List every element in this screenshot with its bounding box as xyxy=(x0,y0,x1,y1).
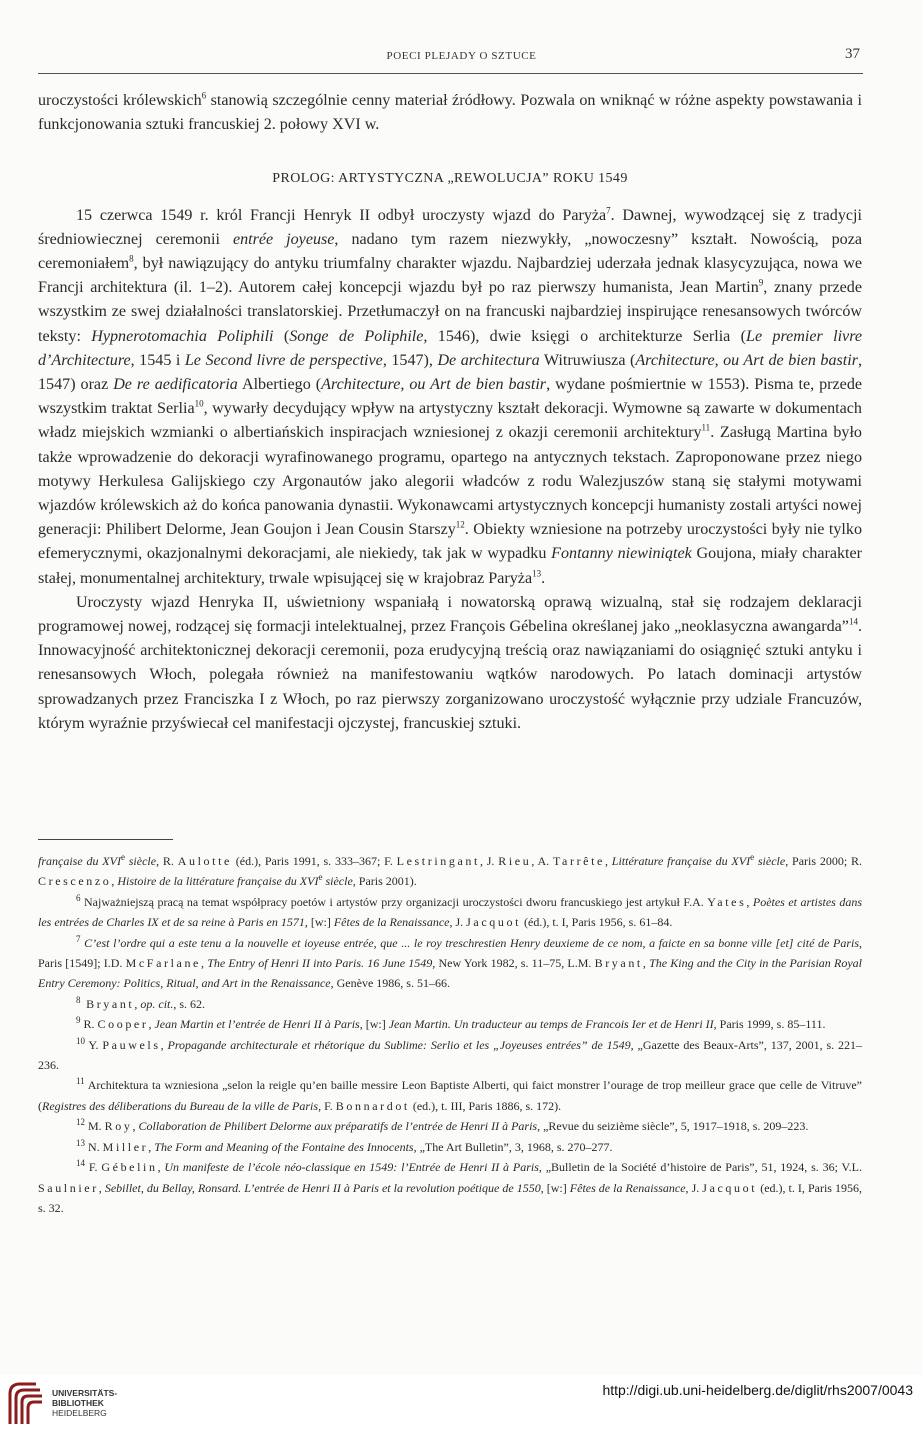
italic-title: Le Second livre de perspective xyxy=(184,351,383,369)
text: , xyxy=(604,854,612,868)
italic-title: Jean Martin et l’entrée de Henri II à Paris xyxy=(154,1017,360,1032)
italic-title: siècle xyxy=(322,874,353,889)
text: , wywarły decydujący wpływ na artystyczny kształt dekoracji. Wymowne są zawarte w dokumentach władz miejskich wzmianki o albertiańskich inspiracjach wzniesionej z okazji ceremonii architektury xyxy=(38,400,862,442)
text: (ed.), t. I, Paris 1956, s. 32. xyxy=(38,1180,863,1215)
author-name: Gébelin xyxy=(101,1160,158,1175)
italic-title: Hypnerotomachia Poliphili xyxy=(91,327,274,345)
author-name: Lestringant xyxy=(396,854,480,868)
footnote-ref: 14 xyxy=(848,616,858,627)
italic-title: Poètes et artistes dans les entrées de Charles IX et de sa reine à Paris en 1571 xyxy=(38,894,863,930)
paragraph-1 xyxy=(38,204,862,591)
author-name: Miller xyxy=(102,1139,149,1154)
footnote-ref: 12 xyxy=(455,519,465,530)
text: . Obiekty wzniesione na potrzeby uroczystości były nie tylko efemerycznymi, okazjonalnymi dekoracjami, ale niekiedy, tak jak w wypadku xyxy=(38,521,862,563)
text: Architektura ta wzniesiona „selon la reigle qu’en baille messire Leon Baptiste Alberti, qui faict monstrer l’ourage de trop meilleur grace que celle de Vitruve” ( xyxy=(38,1078,862,1113)
author-name: McFarlane xyxy=(125,956,201,971)
text: Albertiego ( xyxy=(237,376,322,394)
footnote-number: 11 xyxy=(76,1076,85,1087)
footnote-ref: 10 xyxy=(194,398,204,409)
italic-title: C’est l’ordre qui a este tenu a la nouvelle et ioyeuse entrée, que ... le roy treschrestien Henry deuxieme de ce nom, a faicte en sa bonne ville [et] cité de Paris xyxy=(80,935,859,950)
text: , New York 1982, s. 11–75, L.M. xyxy=(432,956,595,971)
text: 1546), dwie księgi o architekturze Serlia ( xyxy=(427,327,746,345)
italic-title: Le premier livre d’Architecture xyxy=(38,327,863,369)
footnote-number: 13 xyxy=(76,1137,85,1148)
source-url-link[interactable]: http://digi.ub.uni-heidelberg.de/diglit/rhs2007/0043 xyxy=(602,1382,913,1398)
text: F. xyxy=(85,1160,102,1175)
text: , xyxy=(148,1139,155,1154)
text: , Paris 1999, s. 85–111. xyxy=(713,1017,826,1032)
italic-title: Histoire de la littérature française du XVI xyxy=(117,874,319,889)
text: , xyxy=(134,996,141,1011)
italic-title: Architecture, ou Art de bien bastir xyxy=(635,351,858,369)
author-name: Roy xyxy=(104,1119,133,1134)
italic-title: siècle xyxy=(124,854,157,868)
footnote-continuation xyxy=(38,851,862,892)
text: , [w:] xyxy=(304,915,334,930)
text: , 1545 i xyxy=(130,351,185,369)
text: , F. xyxy=(318,1098,336,1113)
text: , Paris 2000; R. xyxy=(785,854,862,868)
text: , J. xyxy=(685,1180,703,1195)
footnote-number: 14 xyxy=(76,1158,85,1169)
italic-title: française du XVI xyxy=(38,854,121,868)
author-name: Cooper xyxy=(97,1017,149,1032)
text: , xyxy=(157,1160,165,1175)
italic-title: Registres des déliberations du Bureau de la ville de Paris xyxy=(42,1098,319,1113)
superscript: e xyxy=(318,872,323,883)
italic-title: Collaboration de Philibert Delorme aux préparatifs de l’entrée de Henri II à Paris xyxy=(138,1119,538,1134)
italic-title: op. cit. xyxy=(140,996,174,1011)
text: , nadano tym razem niezwykły, „nowoczesny” kształt. Nowością, poza ceremoniałem xyxy=(38,230,862,273)
text: , [w:] xyxy=(359,1017,389,1032)
italic-title: Sebillet, du Bellay, Ronsard. L’entrée de Henri II à Paris et la revolution poétique de 1550 xyxy=(104,1180,541,1195)
text: , wydane pośmiertnie w 1553). Pisma te, przede wszystkim traktat Serlia xyxy=(38,376,863,418)
italic-title: The Form and Meaning of the Fontaine des Innocents xyxy=(154,1139,414,1154)
author-name: Jacquot xyxy=(702,1180,758,1195)
section-heading: PROLOG: ARTYSTYCZNA „REWOLUCJA” ROKU 1549 xyxy=(272,171,628,187)
author-name: Aulotte xyxy=(177,854,232,868)
footnote-ref: 6 xyxy=(201,90,207,101)
library-name-line: BIBLIOTHEK xyxy=(52,1398,104,1408)
library-name-line: HEIDELBERG xyxy=(52,1408,107,1418)
footnote-ref: 8 xyxy=(129,253,134,264)
text: . Innowacyjność architektonicznej dekoracji ceremonii, poza erudycyjną treścią oraz nawiązaniami do osiągnięć sztuki antyku i renesansowych Włoch, polegała również na manifestowaniu wątków narodowych. Po latach dominacji artystów sprowadzanych przez Franciszka I z Włoch, po raz pierwszy zorganizowano uroczystość wyłącznie przy udziale Francuzów, którym wyraźnie przyświecał cel manifestacji ojczystej, francuskiej sztuki. xyxy=(38,618,862,732)
text: , xyxy=(746,894,753,909)
footnote-8 xyxy=(38,994,862,1014)
text: Y. xyxy=(85,1037,103,1052)
author-name: Bryant xyxy=(80,996,135,1011)
author-name: Yates xyxy=(707,894,747,909)
text: , xyxy=(160,1037,168,1052)
italic-title: Propagande architecturale et rhétorique du Sublime: Serlio et les „Joyeuses entrées” de 1549, xyxy=(167,1037,634,1052)
text: , 1547) oraz xyxy=(38,351,862,394)
italic-title: Fêtes de la Renaissance xyxy=(569,1180,686,1195)
text: „Gazette des Beaux-Arts”, 137, 2001, s. 221–236. xyxy=(38,1037,862,1073)
running-head: POECI PLEJADY O SZTUCE xyxy=(386,50,537,62)
main-text xyxy=(38,89,862,736)
footnote-ref: 7 xyxy=(606,205,611,216)
footnotes-rule xyxy=(38,839,173,840)
text: Goujona, miały charakter stałej, monumentalnej architektury, trwale wpisującej się w krajobraz Paryża xyxy=(38,545,862,587)
text: , xyxy=(642,956,650,971)
footnote-10 xyxy=(38,1035,862,1076)
text: (ed.), t. III, Paris 1886, s. 172). xyxy=(409,1098,562,1113)
footnotes xyxy=(38,851,862,1218)
text: ( xyxy=(273,327,290,345)
italic-title: The Entry of Henri II into Paris. 16 June 1549 xyxy=(207,956,433,971)
italic-title: Architecture, ou Art de bien bastir xyxy=(321,376,547,394)
paragraph-2 xyxy=(38,591,862,736)
text: , xyxy=(148,1017,155,1032)
text: 15 czerwca 1549 r. król Francji Henryk II odbył uroczysty wjazd do Paryża xyxy=(76,206,607,224)
text: M. xyxy=(85,1119,105,1134)
footnote-12 xyxy=(38,1116,862,1136)
library-name xyxy=(52,1388,117,1418)
library-name-line: UNIVERSITÄTS- xyxy=(52,1388,118,1398)
text: , xyxy=(200,956,208,971)
text: . Zasługą Martina było także wprowadzenie do dekoracji wyrafinowanego programu, opartego na antycznych tekstach. Zaproponowane przez niego motywy Herkulesa Galijskiego czy Argonautów jako alegorii władców z rodu Walezjuszów staną się stałymi motywami wjazdów królewskich aż do końca panowania dynastii. Wykonawcami artystycznych koncepcji humanisty zostali artyści nowej generacji: Philibert Delorme, Jean Goujon i Jean Cousin Starszy xyxy=(38,424,862,539)
italic-title: Jean Martin. Un traducteur au temps de Francois Ier et de Henri II xyxy=(388,1017,714,1032)
footnote-ref: 11 xyxy=(701,423,711,434)
text: , Genève 1986, s. 51–66. xyxy=(330,976,450,991)
text: , xyxy=(98,1180,105,1195)
text: (éd.), t. I, Paris 1956, s. 61–84. xyxy=(521,915,673,930)
text: Witruwiusza ( xyxy=(539,351,636,369)
text: . Dawnej, wywodzącej się z tradycji średniowiecznej ceremonii xyxy=(38,206,862,248)
author-name: Tarrête xyxy=(552,854,605,868)
text: stanowią szczególnie cenny materiał źródłowy. Pozwala on wniknąć w różne aspekty powstawania i funkcjonowania sztuki francuskiej 2. połowy XVI w. xyxy=(38,92,862,134)
footnote-14 xyxy=(38,1157,862,1218)
text: , J. xyxy=(449,915,467,930)
text: R. xyxy=(80,1017,98,1032)
text: , R. xyxy=(156,854,178,868)
text: , xyxy=(132,1119,139,1134)
author-name: Bonnardot xyxy=(335,1098,410,1113)
text: , znany przede wszystkim ze swej działalności translatorskiej. Przetłumaczył on na francuski najbardziej inspirujące renesansowych twórców teksty: xyxy=(38,279,862,345)
footnote-7 xyxy=(38,933,862,994)
author-name: Pauwels xyxy=(102,1037,161,1052)
text: , był nawiązujący do antyku triumfalny charakter wjazdu. Najbardziej uderzała jednak klasycyzująca, nowa we Francji architektura (il. 1–2). Autorem całej koncepcji wjazdu był po raz pierwszy humanista, Jean Martin xyxy=(38,255,862,297)
text: uroczystości królewskich xyxy=(38,92,202,109)
footnote-9 xyxy=(38,1014,862,1034)
text: , xyxy=(111,874,118,889)
superscript: e xyxy=(750,852,755,862)
text: N. xyxy=(85,1139,103,1154)
italic-title: siècle xyxy=(754,854,786,868)
text: , „The Art Bulletin”, 3, 1968, s. 270–277. xyxy=(413,1139,613,1154)
footnote-13 xyxy=(38,1137,862,1157)
text: , Paris [1549]; I.D. xyxy=(38,935,862,971)
italic-title: Fêtes de la Renaissance xyxy=(333,915,450,930)
footnote-ref: 13 xyxy=(532,568,542,579)
text: , Paris 2001). xyxy=(352,874,417,889)
text: , J. xyxy=(479,854,499,868)
text: , „Bulletin de la Société d’histoire de Paris”, 51, 1924, s. 36; V.L. xyxy=(538,1160,862,1175)
italic-title: Songe de Poliphile, xyxy=(289,327,428,345)
author-name: Rieu xyxy=(498,854,532,868)
author-name: Saulnier xyxy=(38,1180,99,1195)
author-name: Jacquot xyxy=(466,915,522,930)
footnote-number: 10 xyxy=(76,1035,85,1046)
text: (éd.), Paris 1991, s. 333–367; F. xyxy=(231,854,397,868)
text: , „Revue du seizième siècle”, 5, 1917–1918, s. 209–223. xyxy=(537,1119,809,1134)
footnote-number: 9 xyxy=(76,1015,81,1026)
page-number: 37 xyxy=(845,46,860,62)
italic-title: Un manifeste de l’école néo-classique en 1549: l’Entrée de Henri II à Paris xyxy=(164,1160,539,1175)
footnote-number: 8 xyxy=(76,994,81,1005)
intro-paragraph xyxy=(38,89,862,137)
footnote-11 xyxy=(38,1075,862,1116)
italic-title: The King and the City in the Parisian Royal Entry Ceremony: Politics, Ritual, and Art in the Renaissance xyxy=(38,956,862,991)
italic-title: De architectura xyxy=(437,351,540,369)
text: , [w:] xyxy=(540,1180,570,1195)
footnote-number: 12 xyxy=(76,1117,85,1128)
superscript: e xyxy=(120,852,125,862)
text: . xyxy=(541,569,546,587)
footnote-number: 7 xyxy=(76,933,81,944)
text: Najważniejszą pracą na temat współpracy poetów i artystów przy organizacji uroczystości dworu francuskiego jest artykuł F.A. xyxy=(80,894,708,909)
header-rule xyxy=(38,73,863,74)
author-name: Bryant xyxy=(594,956,643,971)
footnote-6 xyxy=(38,892,862,933)
italic-title: Littérature française du XVI xyxy=(611,854,751,868)
text: , A. xyxy=(531,854,553,868)
footnote-number: 6 xyxy=(76,892,81,903)
author-name: Crescenzo xyxy=(38,874,112,889)
italic-term: entrée joyeuse xyxy=(232,230,335,248)
italic-title: Fontanny niewiniątek xyxy=(551,545,692,563)
text: , s. 62. xyxy=(173,996,206,1011)
text: Uroczysty wjazd Henryka II, uświetniony wspaniałą i nowatorską oprawą wizualną, stał się rodzajem deklaracji programowej nowej, rodzącej się formacji intelektualnej, przez François Gébelina określanej jako „neoklasyczna awangarda” xyxy=(38,593,862,636)
library-logo-icon xyxy=(6,1380,46,1428)
italic-title: De re aedificatoria xyxy=(113,376,238,394)
footnote-ref: 9 xyxy=(758,277,764,288)
text: , 1547), xyxy=(382,351,438,369)
